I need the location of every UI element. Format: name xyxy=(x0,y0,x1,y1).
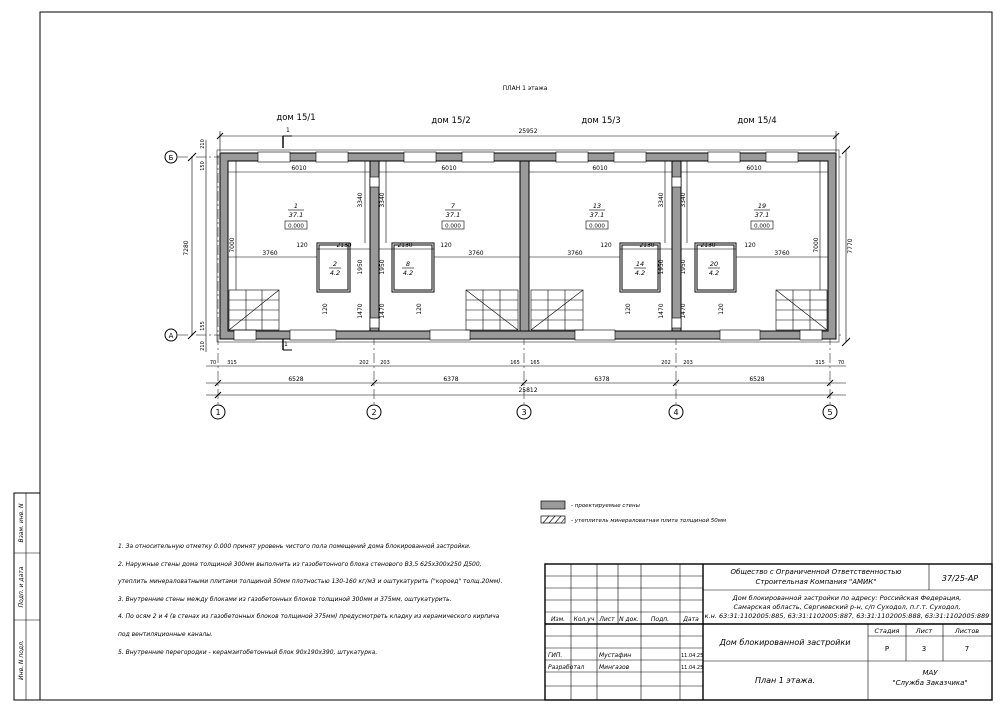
dim-left-small-3: 155 xyxy=(200,321,206,331)
tb-col-izm: Изм. xyxy=(550,616,566,623)
dim-offset-4: 203 xyxy=(380,360,390,366)
svg-text:7: 7 xyxy=(450,202,456,210)
tb-object-name: Дом блокированной застройки xyxy=(719,638,851,647)
tb-signer-name-2: Мингазов xyxy=(599,664,630,671)
room-label-13 xyxy=(586,202,608,230)
note-1: 1. За относительную отметку 0.000 принят уровень чистого пола помещений дома блокированной застройки. xyxy=(118,543,471,550)
tb-signer-date-2: 11.04.25 xyxy=(681,665,704,671)
svg-text:13: 13 xyxy=(592,202,602,210)
svg-text:8: 8 xyxy=(405,260,411,268)
dimension-left xyxy=(183,139,206,352)
room-label-20 xyxy=(708,260,720,277)
note-3: 3. Внутренние стены между блоками из газобетонных блоков толщиной 300мм и 375мм, оштукатурить. xyxy=(118,595,452,603)
dim-left-small-2: 150 xyxy=(200,161,206,171)
dim-left-total: 7280 xyxy=(183,240,190,256)
dim-room-width-3: 6010 xyxy=(592,165,608,172)
side-stamp-label-2: Подп. и дата xyxy=(18,566,25,608)
room-label-19 xyxy=(751,202,773,230)
legend-swatch-walls xyxy=(541,501,565,509)
axis-bubble-1 xyxy=(211,405,225,419)
tb-signer-role-1: ГИП. xyxy=(548,652,563,659)
note-4-cont: под вентиляционные каналы. xyxy=(118,630,213,638)
tb-address-line-1: Дом блокированной застройки по адресу: Российская Федерация, xyxy=(732,594,962,602)
axis-bubble-4 xyxy=(669,405,683,419)
axis-bubble-2 xyxy=(367,405,381,419)
house-label-1: дом 15/1 xyxy=(276,113,316,123)
tb-company-line-1: Общество с Ограниченной Ответственностью xyxy=(730,568,902,576)
dimension-top-overall-value: 25952 xyxy=(518,128,538,135)
dim-offset-5: 165 xyxy=(510,360,520,366)
svg-text:0.000: 0.000 xyxy=(445,223,461,230)
staircase-2 xyxy=(466,290,518,330)
axis-bubble-b xyxy=(165,151,177,163)
svg-text:5: 5 xyxy=(827,408,833,417)
dim-vert-mid-1: 1950 xyxy=(357,259,364,275)
svg-text:4.2: 4.2 xyxy=(402,269,414,277)
dim-vert-top-1: 3340 xyxy=(357,192,364,208)
dim-room-width-4: 6010 xyxy=(746,165,762,172)
dim-stair-side-4: 120 xyxy=(744,242,756,249)
note-5: 5. Внутренние перегородки - керамзитобетонный блок 90х190х390, штукатурка. xyxy=(118,648,378,656)
svg-text:1: 1 xyxy=(215,408,221,417)
dim-offset-2: 315 xyxy=(227,360,237,366)
dim-offset-9: 315 xyxy=(815,360,825,366)
svg-text:37.1: 37.1 xyxy=(445,211,461,219)
dim-wet-width-1: 3760 xyxy=(262,250,278,257)
tb-signer-role-2: Разработал xyxy=(548,664,585,671)
tb-address-line-2: Самарская область, Сергиевский р-н, с/п Суходол, п.г.т. Суходол, xyxy=(733,603,961,611)
svg-text:3: 3 xyxy=(521,408,527,417)
dim-left-small-1: 210 xyxy=(200,139,206,149)
svg-text:14: 14 xyxy=(635,260,645,268)
legend xyxy=(541,501,726,524)
tb-sheet-label: Лист xyxy=(915,627,933,635)
svg-text:1: 1 xyxy=(293,202,299,210)
svg-text:4.2: 4.2 xyxy=(708,269,720,277)
tb-code: 37/25-АР xyxy=(941,574,979,583)
staircase-1 xyxy=(229,290,279,330)
axis-bubble-5 xyxy=(823,405,837,419)
legend-swatch-insulation xyxy=(541,516,565,523)
dim-vert-mid-3: 1950 xyxy=(658,259,665,275)
house-label-2: дом 15/2 xyxy=(431,116,471,126)
dim-span-2: 6378 xyxy=(443,376,459,383)
dim-stair-run-3: 120 xyxy=(625,303,632,315)
svg-text:4: 4 xyxy=(673,408,679,417)
tb-col-list: Лист xyxy=(599,616,615,623)
dim-stair-side-3: 120 xyxy=(600,242,612,249)
svg-text:37.1: 37.1 xyxy=(288,211,304,219)
dim-room-depth-left: 7000 xyxy=(229,237,236,253)
svg-text:Б: Б xyxy=(168,154,174,162)
tb-stage-label: Стадия xyxy=(874,627,900,635)
tb-sheet-value: 3 xyxy=(921,645,927,653)
staircase-4 xyxy=(776,290,827,330)
svg-text:19: 19 xyxy=(757,202,767,210)
dim-stair-side-1: 120 xyxy=(296,242,308,249)
dim-room-depth-right: 7000 xyxy=(813,237,820,253)
tb-company-line-2: Строительная Компания "АМИК" xyxy=(755,578,877,586)
dim-offset-6: 165 xyxy=(530,360,540,366)
plan-title: ПЛАН 1 этажа xyxy=(502,85,548,92)
house-label-3: дом 15/3 xyxy=(581,116,621,126)
svg-text:37.1: 37.1 xyxy=(589,211,605,219)
dim-vert-mid-4: 1950 xyxy=(680,259,687,275)
section-mark-top-label: 1 xyxy=(286,127,290,134)
dim-offset-8: 203 xyxy=(683,360,693,366)
tb-org-line-1: МАУ xyxy=(922,669,938,677)
dim-vert-low-1: 1470 xyxy=(357,303,364,319)
dim-wet-width-3: 3760 xyxy=(567,250,583,257)
tb-sheet-name: План 1 этажа. xyxy=(754,676,816,685)
dim-vert-top-2: 3340 xyxy=(379,192,386,208)
svg-text:4.2: 4.2 xyxy=(634,269,646,277)
dim-room-width-1: 6010 xyxy=(291,165,307,172)
dim-room-width-2: 6010 xyxy=(441,165,457,172)
side-stamp-label-3: Инв. N подл. xyxy=(18,640,25,680)
dimension-bottom-overall xyxy=(206,387,846,398)
tb-sheets-label: Листов xyxy=(954,627,980,635)
svg-text:0.000: 0.000 xyxy=(288,223,304,230)
dim-span-1: 6528 xyxy=(288,376,304,383)
dim-bottom-overall-value: 25812 xyxy=(518,387,538,394)
dim-vert-low-3: 1470 xyxy=(658,303,665,319)
tb-col-koluch: Кол.уч xyxy=(573,616,595,623)
tb-col-data: Дата xyxy=(683,616,699,623)
axis-bubble-3 xyxy=(517,405,531,419)
svg-text:20: 20 xyxy=(709,260,719,268)
dimension-right xyxy=(842,146,854,346)
house-label-4: дом 15/4 xyxy=(737,116,777,126)
dim-vert-low-4: 1470 xyxy=(680,303,687,319)
side-stamp xyxy=(14,493,40,700)
svg-text:37.1: 37.1 xyxy=(754,211,770,219)
note-2-cont: утеплить минераловатными плитами толщиной 50мм плотностью 130-160 кг/м3 и оштукатурить ("короед" толщ.20мм). xyxy=(118,578,503,586)
svg-text:2: 2 xyxy=(371,408,377,417)
dim-vert-top-3: 3340 xyxy=(658,192,665,208)
room-label-1 xyxy=(285,202,307,230)
dim-stair-side-2: 120 xyxy=(440,242,452,249)
svg-text:0.000: 0.000 xyxy=(754,223,770,230)
dim-stair-width-1: 2130 xyxy=(336,242,352,249)
dim-stair-run-2: 120 xyxy=(416,303,423,315)
dim-stair-width-2: 2130 xyxy=(397,242,413,249)
section-mark-bottom-label: 1 xyxy=(284,341,288,348)
tb-stage-value: Р xyxy=(884,645,890,653)
tb-signer-name-1: Мустафин xyxy=(599,652,632,659)
svg-text:А: А xyxy=(168,332,174,340)
dimension-bottom-spans xyxy=(206,376,846,386)
side-stamp-label-1: Взам. инв. N xyxy=(18,503,25,543)
dim-vert-low-2: 1470 xyxy=(379,303,386,319)
room-label-2 xyxy=(329,260,341,277)
legend-text-walls: - проектируемые стены xyxy=(571,503,640,509)
tb-sheets-value: 7 xyxy=(964,645,970,653)
dim-stair-run-4: 120 xyxy=(718,303,725,315)
note-4: 4. По осям 2 и 4 (в стенах из газобетонных блоков толщиной 375мм) предусмотреть кладку из керамического кирпича xyxy=(118,613,500,621)
dim-wet-width-2: 3760 xyxy=(468,250,484,257)
dimension-bottom-offsets xyxy=(206,360,846,366)
tb-col-ndok: N док. xyxy=(619,616,639,623)
tb-address-line-3: к.н. 63:31:1102005:885, 63:31:1102005:887, 63:31:1102005:888, 63:31:1102005:889 xyxy=(704,612,990,620)
axis-bubble-a xyxy=(165,329,177,341)
dim-right-total: 7770 xyxy=(847,238,854,254)
legend-text-insulation: - утеплитель минераловатная плита толщиной 50мм xyxy=(571,518,727,524)
dim-offset-7: 202 xyxy=(661,360,671,366)
svg-text:0.000: 0.000 xyxy=(589,223,605,230)
staircase-3 xyxy=(531,290,583,330)
room-label-8 xyxy=(402,260,414,277)
dim-wet-width-4: 3760 xyxy=(774,250,790,257)
dim-left-small-4: 210 xyxy=(200,341,206,351)
room-label-7 xyxy=(442,202,464,230)
note-2: 2. Наружные стены дома толщиной 300мм выполнить из газобетонного блока стенового В3,5 625х300х250 Д500, xyxy=(118,560,482,568)
tb-col-podp: Подп. xyxy=(650,616,670,623)
room-label-14 xyxy=(634,260,646,277)
tb-org-line-2: "Служба Заказчика" xyxy=(892,679,968,687)
dim-offset-3: 202 xyxy=(359,360,369,366)
dim-span-3: 6378 xyxy=(594,376,610,383)
dim-vert-mid-2: 1950 xyxy=(379,259,386,275)
dim-stair-width-3: 2130 xyxy=(639,242,655,249)
dim-vert-top-4: 3340 xyxy=(680,192,687,208)
dim-stair-width-4: 2130 xyxy=(700,242,716,249)
svg-text:2: 2 xyxy=(332,260,338,268)
dim-offset-1: 70 xyxy=(209,360,217,366)
dim-stair-run-1: 120 xyxy=(322,303,329,315)
general-notes xyxy=(118,543,538,666)
dim-offset-10: 70 xyxy=(837,360,845,366)
dim-span-4: 6528 xyxy=(749,376,765,383)
tb-signer-date-1: 11.04.25 xyxy=(681,653,704,659)
dimension-top-overall xyxy=(217,128,839,152)
svg-text:4.2: 4.2 xyxy=(329,269,341,277)
section-mark-top xyxy=(283,127,292,148)
